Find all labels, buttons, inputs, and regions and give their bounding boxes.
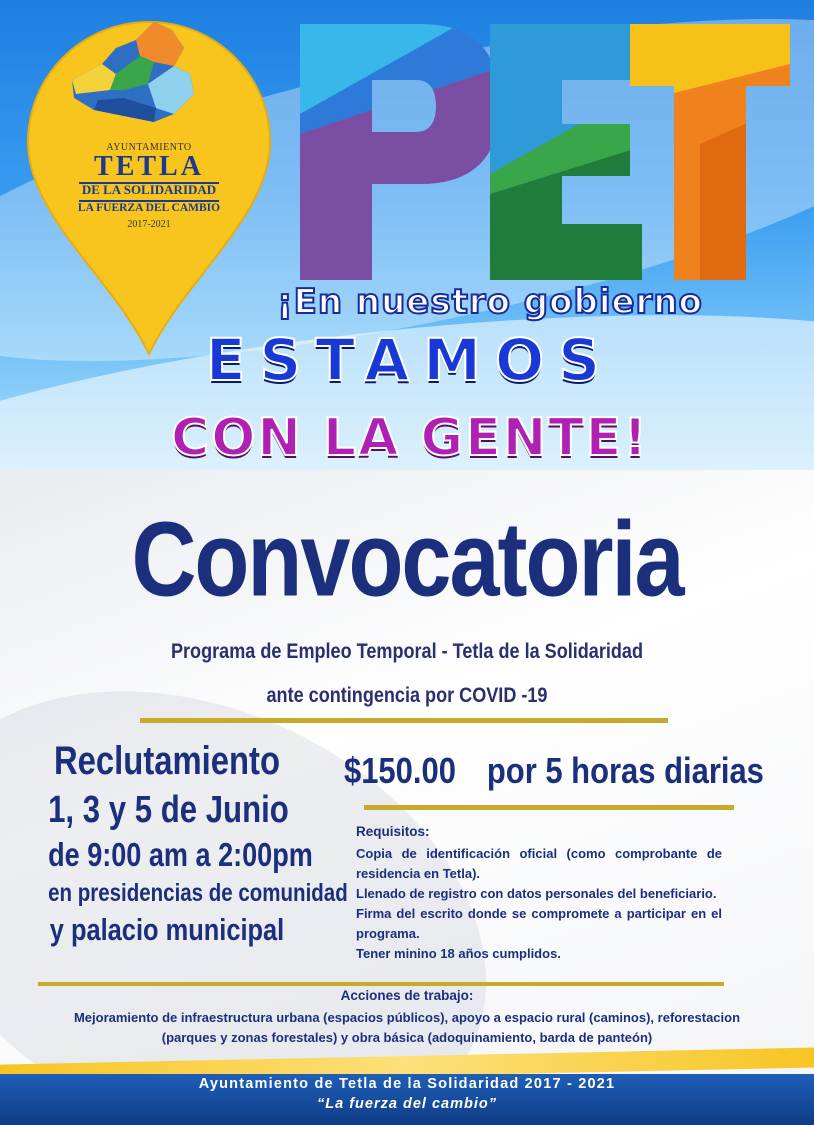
salary-amount: $150.00	[344, 750, 456, 791]
logo-name: TETLA	[94, 151, 204, 182]
recruitment-heading: Reclutamiento	[53, 739, 280, 783]
actions-title: Acciones de trabajo:	[340, 988, 474, 1003]
salary-line	[344, 750, 764, 792]
requirements-block	[356, 822, 722, 964]
actions-line: (parques y zonas forestales) y obra básica (adoquinamiento, barda de panteón)	[161, 1030, 653, 1045]
recruitment-dates: 1, 3 y 5 de Junio	[48, 789, 289, 831]
logo-subtitle: DE LA SOLIDARIDAD	[81, 182, 217, 197]
headline-line1: ¡En nuestro gobierno	[277, 282, 703, 322]
pet-logo	[300, 24, 790, 280]
headline-line2: ESTAMOS	[205, 326, 615, 394]
gold-divider	[364, 805, 734, 810]
requirements-title: Requisitos:	[356, 824, 430, 839]
contingency-subtitle: ante contingencia por COVID -19	[266, 684, 548, 707]
recruitment-place-1: en presidencias de comunidad	[48, 879, 348, 907]
recruitment-block	[22, 736, 348, 950]
logo-slogan: LA FUERZA DEL CAMBIO	[77, 202, 221, 214]
requirement-item: Firma del escrito donde se compromete a participar en el programa.	[356, 906, 722, 941]
salary-hours: por 5 horas diarias	[486, 750, 764, 791]
letter-t	[630, 24, 790, 280]
program-subtitle: Programa de Empleo Temporal - Tetla de la Solidaridad	[170, 640, 644, 663]
requirement-item: Tener minino 18 años cumplidos.	[356, 946, 561, 961]
footer	[0, 1046, 814, 1125]
requirement-item: Copia de identificación oficial (como comprobante de residencia en Tetla).	[356, 846, 722, 881]
footer-line1: Ayuntamiento de Tetla de la Solidaridad 2017 - 2021	[198, 1076, 616, 1092]
gold-divider	[38, 982, 724, 986]
letter-e	[490, 24, 650, 280]
requirement-item: Llenado de registro con datos personales del beneficiario.	[356, 886, 717, 901]
recruitment-hours: de 9:00 am a 2:00pm	[48, 836, 313, 873]
actions-text	[10, 1008, 804, 1048]
letter-p	[300, 24, 510, 280]
logo-ayuntamiento-label: AYUNTAMIENTO	[106, 142, 192, 153]
headline-line3: CON LA GENTE!	[171, 408, 649, 468]
logo-years: 2017-2021	[127, 219, 171, 230]
gold-divider	[140, 718, 668, 723]
page-title: Convocatoria	[131, 501, 683, 620]
actions-line: Mejoramiento de infraestructura urbana (espacios públicos), apoyo a espacio rural (caminos), reforestacion	[73, 1010, 741, 1025]
recruitment-place-2: y palacio municipal	[49, 912, 285, 947]
footer-line2: “La fuerza del cambio”	[317, 1096, 497, 1112]
